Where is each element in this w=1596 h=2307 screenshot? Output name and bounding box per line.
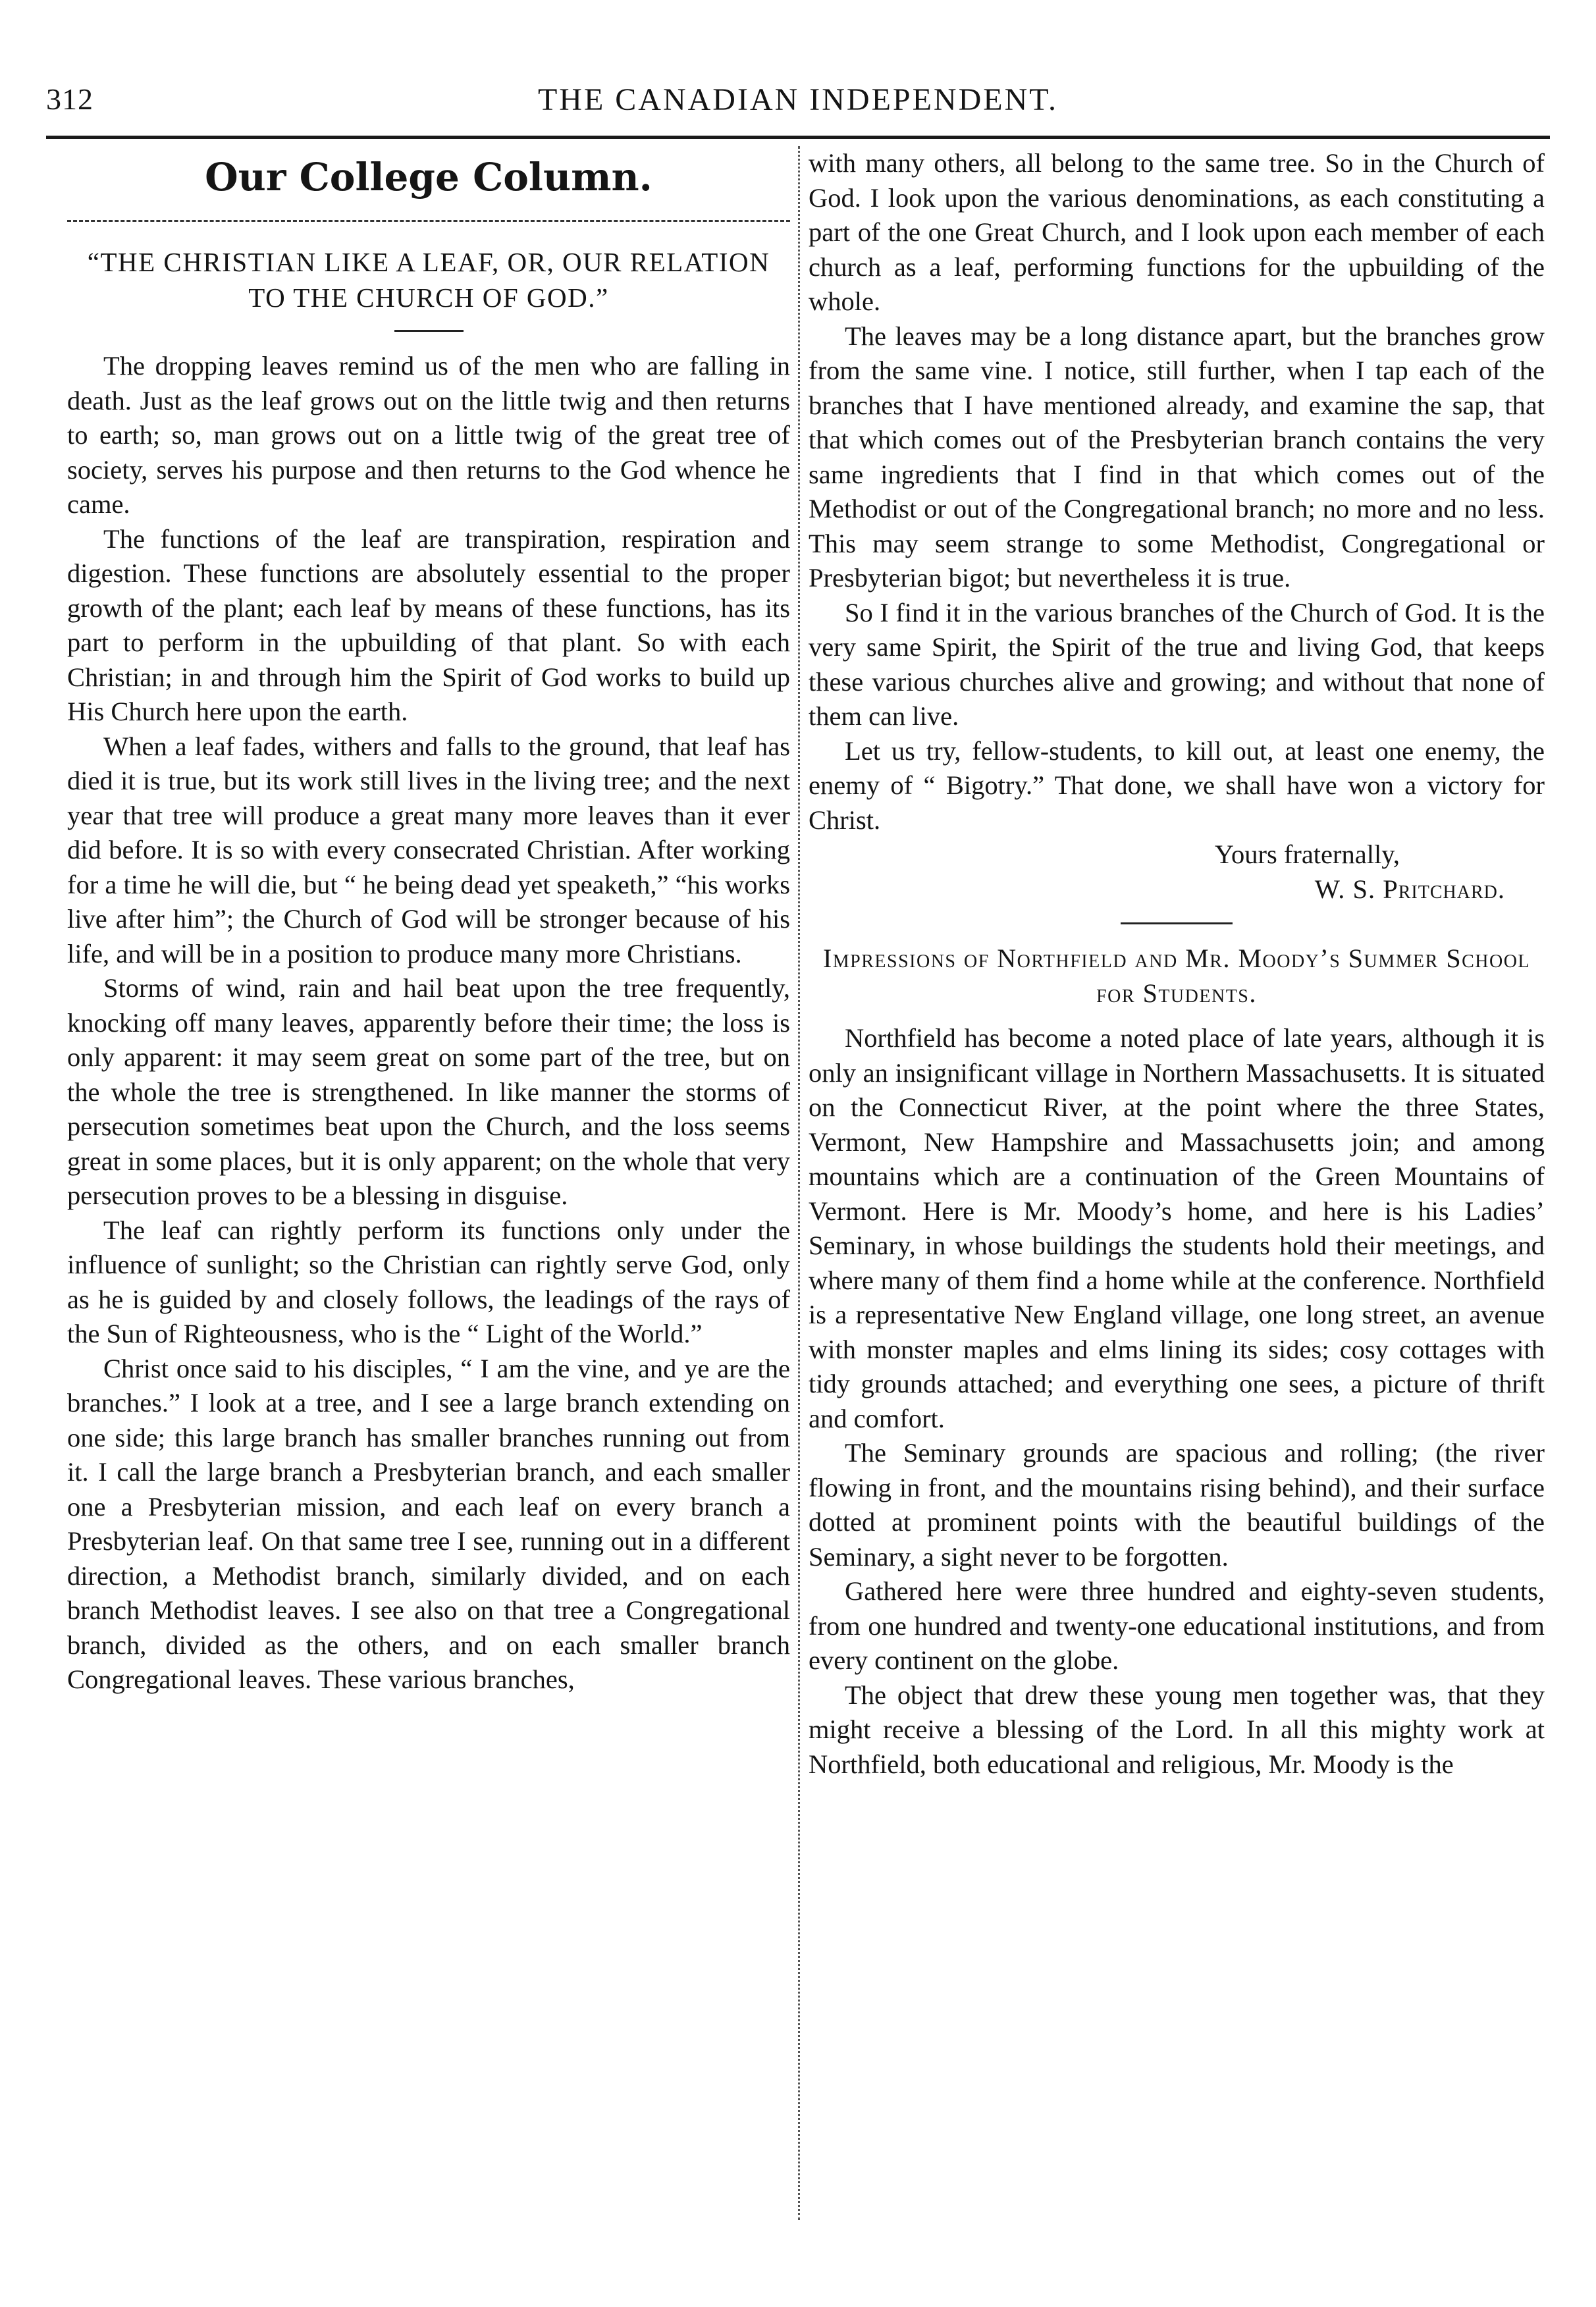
paragraph: Northfield has become a noted place of late years, although it is only an insignificant village in Northern Massachusetts. It is situated on the Connecticut River, at the point where the three States, Vermont, New Hampshire and Massachusetts join; and among mountains which are a continuation of the Green Mountains of Vermont. Here is Mr. Moody’s home, and here is his Ladies’ Seminary, in whose buildings the students hold their meetings, and where many of them find a home while at the conference. Northfield is a representative New England village, one long street, an avenue with monster maples and elms lining its sides; cosy cottages with tidy grounds attached; and everything one sees, a picture of thrift and comfort. [809, 1023, 1545, 1433]
article-title: “THE CHRISTIAN LIKE A LEAF, OR, OUR RELATION TO THE CHURCH OF GOD.” [87, 247, 770, 313]
right-column [809, 146, 1545, 2220]
section-rule [1121, 922, 1233, 924]
title-rule [67, 220, 790, 222]
running-title: THE CANADIAN INDEPENDENT. [537, 82, 1058, 117]
column-title: Our College Column. [205, 155, 652, 199]
paragraph: The leaf can rightly perform its functions only under the influence of sunlight; so the Christian can rightly serve God, only as he is guided by and closely follows, the leadings of the rays of the Sun of Righteousness, who is the “ Light of the World.” [67, 1215, 790, 1348]
paragraph: Christ once said to his disciples, “ I am the vine, and ye are the branches.” I look at a tree, and I see a large branch extending on one side; this large branch has smaller branches running out from it. I call the large branch a Presbyterian branch, and each smaller one a Presbyterian mission, and each leaf on every branch a Presbyterian leaf. On that same tree I see, running out in a different direction, a Methodist branch, similarly divided, and on each branch Methodist leaves. I see also on that tree a Congregational branch, divided as the others, and on each smaller branch Congregational leaves. These various branches, [67, 1353, 790, 1694]
header-rule [46, 136, 1550, 139]
paragraph: The functions of the leaf are transpiration, respiration and digestion. These functions are absolutely essential to the proper growth of the plant; each leaf by means of these functions, has its part to perform in the upbuilding of that plant. So with each Christian; in and through him the Spirit of God works to build up His Church here upon the earth. [67, 523, 790, 726]
paragraph: When a leaf fades, withers and falls to the ground, that leaf has died it is true, but its work still lives in the living tree; and the next year that tree will produce a great many more leaves than it ever did before. It is so with every consecrated Christian. After working for a time he will die, but “ he being dead yet speaketh,” “his works live after him”; the Church of God will be stronger because of his life, and will be in a position to produce many more Christians. [67, 731, 790, 968]
paragraph: Storms of wind, rain and hail beat upon the tree frequently, knocking off many leaves, apparently before their time; the loss is only apparent: it may seem great on some part of the tree, but on the whole the tree is strengthened. In like manner the storms of persecution sometimes beat upon the Church, and the loss seems great in some places, but it is only apparent; on the whole that very persecution proves to be a blessing in disguise. [67, 973, 790, 1210]
paragraph: Let us try, fellow-students, to kill out, at least one enemy, the enemy of “ Bigotry.” That done, we shall have won a victory for Christ. [809, 735, 1545, 835]
paragraph: The dropping leaves remind us of the men who are falling in death. Just as the leaf grows out on the little twig and then returns to earth; so, man grows out on a little twig of the great tree of society, serves his purpose and then returns to the God whence he came. [67, 351, 790, 519]
section-title: Impressions of Northfield and Mr. Moody’s Summer School for Students. [822, 943, 1531, 1008]
signoff-closing: Yours fraternally, [1214, 839, 1400, 869]
signoff-name: W. S. Pritchard. [1314, 874, 1505, 904]
article-title-rule [394, 330, 464, 332]
paragraph: The leaves may be a long distance apart, but the branches grow from the same vine. I notice, still further, when I tap each of the branches that I have mentioned already, and examine the sap, that that which comes out of the Presbyterian branch contains the very same ingredients that I find in that which comes out of the Methodist or out of the Congregational branch; no more and no less. This may seem strange to some Methodist, Congregational or Presbyterian bigot; but nevertheless it is true. [809, 321, 1545, 593]
page-header [46, 78, 1550, 129]
paragraph-continued: with many others, all belong to the same tree. So in the Church of God. I look upon the various denominations, as each constituting a part of the one Great Church, and I look upon each member of each church as a leaf, performing functions for the upbuilding of the whole. [809, 148, 1545, 316]
paragraph: Gathered here were three hundred and eighty-seven students, from one hundred and twenty-one educational institutions, and from every continent on the globe. [809, 1576, 1545, 1675]
paragraph: The Seminary grounds are spacious and rolling; (the river flowing in front, and the mountains rising behind), and their surface dotted at prominent points with the beautiful buildings of the Seminary, a sight never to be forgotten. [809, 1438, 1545, 1572]
paragraph: So I find it in the various branches of the Church of God. It is the very same Spirit, the Spirit of the true and living God, that keeps these various churches alive and growing; and without that none of them can live. [809, 597, 1545, 731]
page-number: 312 [46, 82, 93, 116]
paragraph: The object that drew these young men together was, that they might receive a blessing of the Lord. In all this mighty work at Northfield, both educational and religious, Mr. Moody is the [809, 1680, 1545, 1779]
left-column [67, 146, 790, 2220]
column-divider [798, 146, 800, 2220]
